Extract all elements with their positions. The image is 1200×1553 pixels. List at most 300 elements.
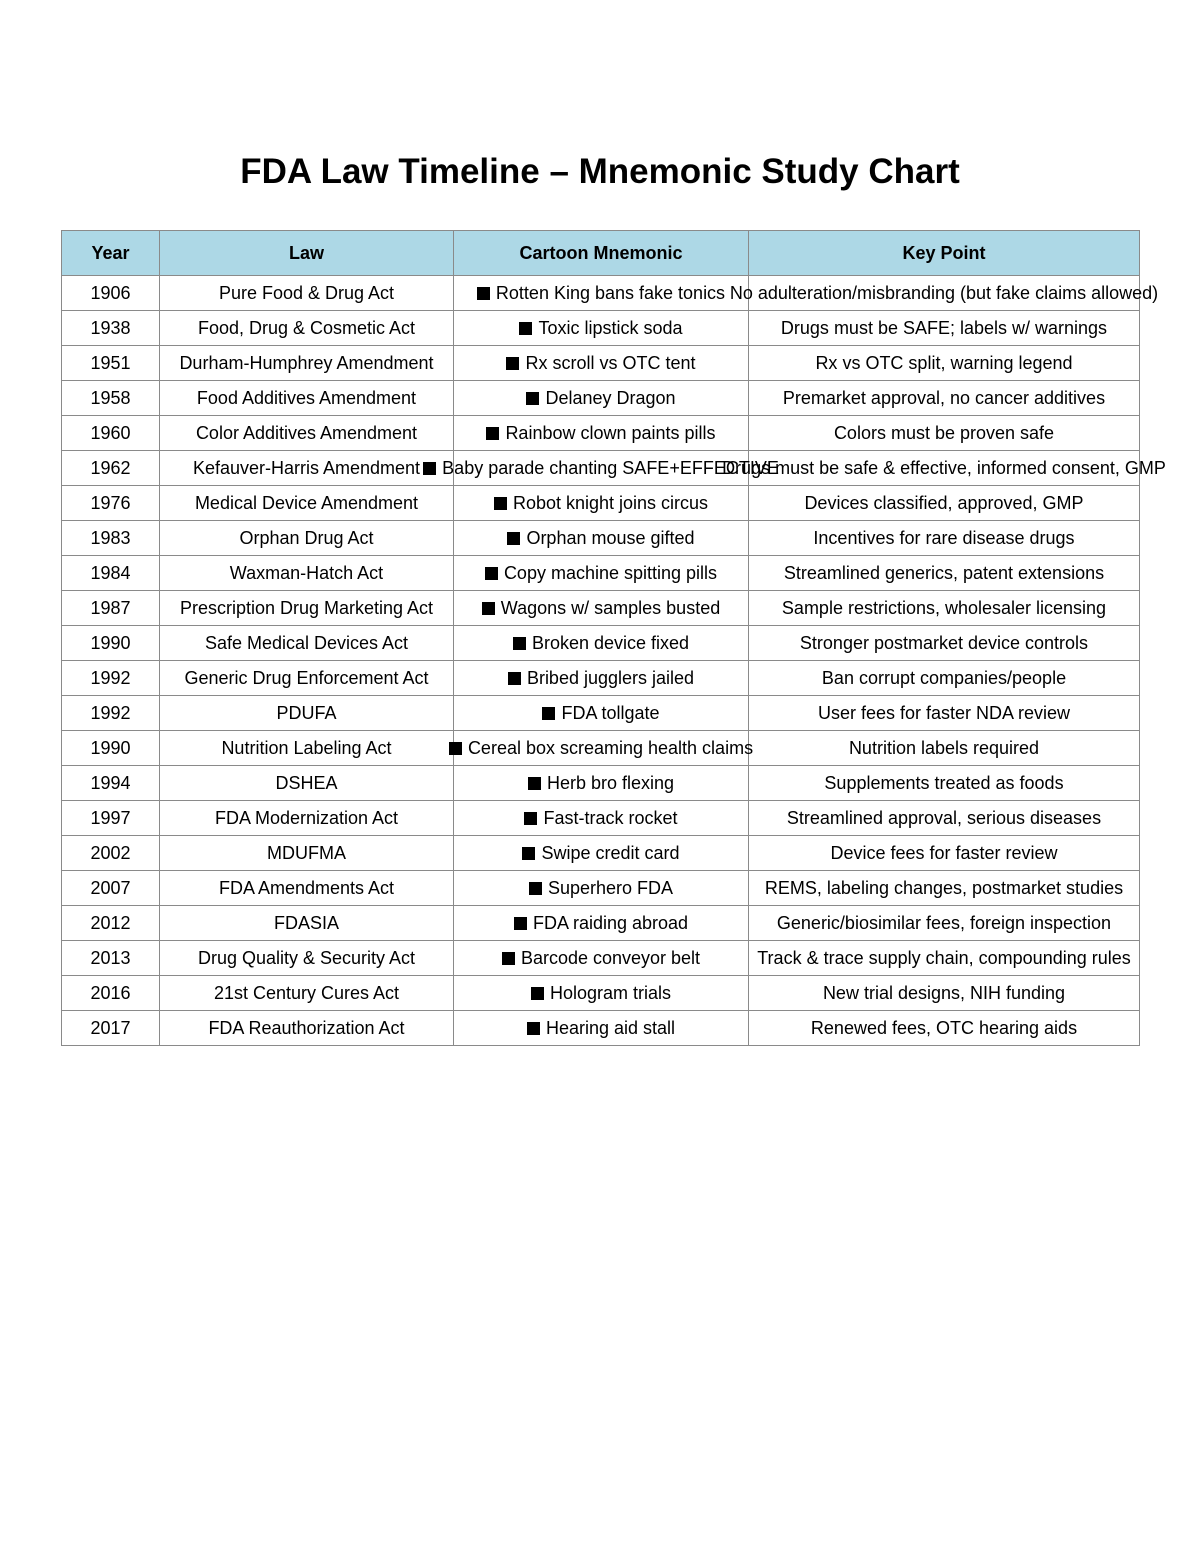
law-cell (160, 766, 454, 801)
key-point-wrap (749, 703, 1139, 724)
black-square-icon (527, 1022, 540, 1035)
mnemonic-wrap (454, 808, 748, 829)
key-point-text: Drugs must be SAFE; labels w/ warnings (780, 317, 1108, 338)
year-cell (62, 696, 160, 731)
mnemonic-text (502, 948, 700, 969)
year-cell (62, 381, 160, 416)
table-row (62, 696, 1140, 731)
year-wrap (62, 773, 159, 794)
mnemonic-text (519, 318, 682, 339)
table-row (62, 416, 1140, 451)
key-point-wrap (749, 878, 1139, 899)
table-row (62, 521, 1140, 556)
mnemonic-label: Rainbow clown paints pills (505, 422, 716, 443)
mnemonic-wrap (454, 737, 754, 759)
mnemonic-cell (454, 976, 749, 1011)
mnemonic-label: Wagons w/ samples busted (500, 597, 721, 618)
law-text: Drug Quality & Security Act (197, 947, 416, 968)
mnemonic-wrap (454, 493, 748, 514)
year-text: 1958 (90, 387, 131, 408)
mnemonic-text (494, 493, 708, 514)
year-wrap (62, 633, 159, 654)
law-wrap (160, 773, 453, 794)
table-row (62, 346, 1140, 381)
mnemonic-text (508, 668, 694, 689)
year-wrap (62, 283, 159, 304)
law-cell (160, 661, 454, 696)
mnemonic-cell (454, 731, 754, 766)
key-point-cell (749, 801, 1140, 836)
key-point-text: Streamlined approval, serious diseases (786, 807, 1102, 828)
law-wrap (160, 633, 453, 654)
table-row (62, 801, 1140, 836)
table-row (62, 276, 1140, 311)
key-point-cell (749, 976, 1140, 1011)
year-wrap (62, 423, 159, 444)
key-point-cell (749, 836, 1140, 871)
key-point-cell (729, 276, 1159, 311)
year-cell (62, 906, 160, 941)
year-cell (62, 591, 160, 626)
key-point-wrap (729, 282, 1159, 304)
key-point-cell (749, 626, 1140, 661)
law-text: Generic Drug Enforcement Act (184, 667, 429, 688)
year-text: 1938 (90, 317, 131, 338)
key-point-cell (749, 591, 1140, 626)
year-wrap (62, 703, 159, 724)
law-cell (160, 346, 454, 381)
mnemonic-cell (454, 346, 749, 381)
key-point-text: REMS, labeling changes, postmarket studies (764, 877, 1124, 898)
mnemonic-text (542, 703, 659, 724)
key-point-wrap (749, 388, 1139, 409)
mnemonic-text (514, 913, 688, 934)
mnemonic-text (513, 633, 689, 654)
mnemonic-text (522, 843, 679, 864)
law-text: Safe Medical Devices Act (204, 632, 409, 653)
year-wrap (62, 318, 159, 339)
year-cell (62, 486, 160, 521)
law-text: MDUFMA (267, 842, 346, 863)
key-point-cell (749, 766, 1140, 801)
year-cell (62, 311, 160, 346)
key-point-wrap (749, 773, 1139, 794)
year-cell (62, 941, 160, 976)
law-text: FDA Amendments Act (218, 877, 395, 898)
mnemonic-cell (454, 521, 749, 556)
mnemonic-cell (454, 381, 749, 416)
mnemonic-text (524, 808, 677, 829)
key-point-wrap (749, 563, 1139, 584)
year-text: 2007 (90, 877, 131, 898)
key-point-cell (749, 311, 1140, 346)
key-point-text: Ban corrupt companies/people (821, 667, 1067, 688)
law-wrap (160, 948, 453, 969)
law-text: FDA Reauthorization Act (208, 1017, 405, 1038)
year-text: 1984 (90, 562, 131, 583)
mnemonic-label: Swipe credit card (541, 842, 680, 863)
black-square-icon (494, 497, 507, 510)
black-square-icon (526, 392, 539, 405)
key-point-text: Sample restrictions, wholesaler licensing (781, 597, 1107, 618)
black-square-icon (507, 532, 520, 545)
law-cell (160, 311, 454, 346)
table-row (62, 941, 1140, 976)
law-text: FDASIA (273, 912, 339, 933)
key-point-text: Premarket approval, no cancer additives (782, 387, 1106, 408)
mnemonic-cell (454, 416, 749, 451)
key-point-wrap (749, 843, 1139, 864)
law-cell (160, 731, 454, 766)
law-cell (160, 906, 454, 941)
mnemonic-cell (454, 801, 749, 836)
mnemonic-wrap (454, 318, 748, 339)
year-wrap (62, 1018, 159, 1039)
year-cell (62, 451, 160, 486)
law-wrap (160, 983, 453, 1004)
table-row (62, 661, 1140, 696)
mnemonic-text (531, 983, 671, 1004)
table-row (62, 731, 1140, 766)
law-wrap (160, 1018, 453, 1039)
black-square-icon (528, 777, 541, 790)
year-cell (62, 836, 160, 871)
key-point-cell (749, 486, 1140, 521)
key-point-wrap (749, 738, 1139, 759)
law-wrap (160, 598, 453, 619)
page-title: FDA Law Timeline – Mnemonic Study Chart (240, 152, 960, 191)
black-square-icon (514, 917, 527, 930)
law-wrap (160, 388, 453, 409)
mnemonic-wrap (454, 528, 748, 549)
year-cell (62, 556, 160, 591)
mnemonic-cell (454, 941, 749, 976)
mnemonic-cell (454, 276, 749, 311)
mnemonic-wrap (454, 1018, 748, 1039)
mnemonic-text (486, 423, 715, 444)
year-text: 1987 (90, 597, 131, 618)
mnemonic-label: Bribed jugglers jailed (526, 667, 695, 688)
mnemonic-text (482, 598, 720, 619)
key-point-cell (749, 416, 1140, 451)
mnemonic-label: Fast-track rocket (543, 807, 678, 828)
mnemonic-cell (454, 556, 749, 591)
key-point-text: User fees for faster NDA review (817, 702, 1071, 723)
key-point-wrap (749, 668, 1139, 689)
key-point-cell (749, 941, 1140, 976)
key-point-text: Stronger postmarket device controls (799, 632, 1089, 653)
law-wrap (160, 913, 453, 934)
year-cell (62, 976, 160, 1011)
mnemonic-text (526, 388, 675, 409)
black-square-icon (486, 427, 499, 440)
key-point-wrap (749, 808, 1139, 829)
mnemonic-cell (454, 871, 749, 906)
table-row (62, 1011, 1140, 1046)
law-text: Nutrition Labeling Act (221, 737, 392, 758)
key-point-wrap (749, 528, 1139, 549)
key-point-wrap (749, 318, 1139, 339)
key-point-cell (749, 381, 1140, 416)
mnemonic-cell (454, 626, 749, 661)
law-text: Food, Drug & Cosmetic Act (197, 317, 416, 338)
law-wrap (160, 283, 453, 304)
law-cell (160, 451, 454, 486)
column-header-year: Year (62, 231, 160, 276)
key-point-wrap (749, 423, 1139, 444)
key-point-text: Streamlined generics, patent extensions (783, 562, 1105, 583)
law-text: Orphan Drug Act (239, 527, 374, 548)
table-body (62, 276, 1166, 1046)
black-square-icon (508, 672, 521, 685)
law-cell (160, 276, 454, 311)
column-header-law: Law (160, 231, 454, 276)
law-cell (160, 521, 454, 556)
table-row (62, 556, 1140, 591)
mnemonic-text (527, 1018, 675, 1039)
year-cell (62, 521, 160, 556)
law-text: Durham-Humphrey Amendment (179, 352, 434, 373)
mnemonic-wrap (454, 703, 748, 724)
year-wrap (62, 598, 159, 619)
year-wrap (62, 843, 159, 864)
black-square-icon (542, 707, 555, 720)
table-row (62, 311, 1140, 346)
law-wrap (160, 458, 453, 479)
year-wrap (62, 948, 159, 969)
table-row (62, 836, 1140, 871)
mnemonic-wrap (454, 283, 748, 304)
year-cell (62, 731, 160, 766)
law-wrap (160, 738, 453, 759)
year-cell (62, 626, 160, 661)
mnemonic-wrap (454, 913, 748, 934)
key-point-text: Colors must be proven safe (833, 422, 1055, 443)
mnemonic-label: Superhero FDA (547, 877, 674, 898)
year-cell (62, 801, 160, 836)
mnemonic-text (477, 283, 725, 304)
year-wrap (62, 808, 159, 829)
mnemonic-wrap (454, 563, 748, 584)
table-row (62, 906, 1140, 941)
law-wrap (160, 563, 453, 584)
key-point-cell (749, 346, 1140, 381)
mnemonic-label: Copy machine spitting pills (503, 562, 718, 583)
law-cell (160, 486, 454, 521)
law-wrap (160, 808, 453, 829)
mnemonic-wrap (454, 878, 748, 899)
black-square-icon (522, 847, 535, 860)
law-text: FDA Modernization Act (214, 807, 399, 828)
mnemonic-text (485, 563, 717, 584)
mnemonic-cell (454, 696, 749, 731)
law-text: Waxman-Hatch Act (229, 562, 384, 583)
year-text: 1990 (90, 737, 131, 758)
key-point-text: Track & trace supply chain, compounding rules (757, 947, 1131, 968)
mnemonic-wrap (454, 843, 748, 864)
key-point-wrap (749, 353, 1139, 374)
mnemonic-wrap (454, 773, 748, 794)
mnemonic-label: Robot knight joins circus (512, 492, 709, 513)
year-text: 1997 (90, 807, 131, 828)
law-cell (160, 381, 454, 416)
law-cell (160, 556, 454, 591)
key-point-text: Devices classified, approved, GMP (804, 492, 1084, 513)
year-text: 1960 (90, 422, 131, 443)
year-cell (62, 276, 160, 311)
year-text: 2012 (90, 912, 131, 933)
mnemonic-label: Orphan mouse gifted (526, 527, 695, 548)
column-header-mnemonic: Cartoon Mnemonic (454, 231, 749, 276)
year-cell (62, 416, 160, 451)
key-point-cell (749, 661, 1140, 696)
law-text: Prescription Drug Marketing Act (179, 597, 434, 618)
key-point-text: Generic/biosimilar fees, foreign inspection (776, 912, 1112, 933)
year-wrap (62, 493, 159, 514)
key-point-wrap (749, 983, 1139, 1004)
key-point-text: Incentives for rare disease drugs (813, 527, 1075, 548)
year-text: 1906 (90, 282, 131, 303)
law-cell (160, 976, 454, 1011)
mnemonic-text (449, 738, 753, 759)
black-square-icon (449, 742, 462, 755)
year-text: 1951 (90, 352, 131, 373)
key-point-cell (749, 906, 1140, 941)
key-point-text: New trial designs, NIH funding (822, 982, 1066, 1003)
key-point-cell (749, 556, 1140, 591)
key-point-text: Nutrition labels required (848, 737, 1040, 758)
key-point-text: Rx vs OTC split, warning legend (815, 352, 1073, 373)
mnemonic-text (507, 528, 694, 549)
mnemonic-wrap (442, 457, 779, 479)
key-point-wrap (749, 948, 1139, 969)
mnemonic-label: Hearing aid stall (545, 1017, 676, 1038)
key-point-cell (749, 696, 1140, 731)
mnemonic-text (529, 878, 673, 899)
mnemonic-cell (454, 311, 749, 346)
law-cell (160, 696, 454, 731)
key-point-text: Renewed fees, OTC hearing aids (810, 1017, 1078, 1038)
mnemonic-label: Cereal box screaming health claims (467, 737, 754, 758)
law-text: DSHEA (275, 772, 338, 793)
year-text: 1994 (90, 772, 131, 793)
table-row (62, 871, 1140, 906)
key-point-cell (749, 731, 1140, 766)
year-cell (62, 661, 160, 696)
year-text: 2013 (90, 947, 131, 968)
black-square-icon (524, 812, 537, 825)
mnemonic-label: Broken device fixed (531, 632, 690, 653)
mnemonic-cell (454, 766, 749, 801)
year-text: 1976 (90, 492, 131, 513)
law-text: Pure Food & Drug Act (218, 282, 395, 303)
year-text: 1992 (90, 667, 131, 688)
law-text: Medical Device Amendment (194, 492, 419, 513)
law-cell (160, 416, 454, 451)
mnemonic-label: FDA raiding abroad (532, 912, 689, 933)
mnemonic-label: Toxic lipstick soda (538, 317, 683, 338)
year-text: 1992 (90, 702, 131, 723)
mnemonic-wrap (454, 353, 748, 374)
mnemonic-cell (454, 591, 749, 626)
mnemonic-label: Barcode conveyor belt (520, 947, 701, 968)
year-wrap (62, 913, 159, 934)
black-square-icon (423, 462, 436, 475)
year-text: 1990 (90, 632, 131, 653)
law-cell (160, 941, 454, 976)
mnemonic-text (506, 353, 695, 374)
law-wrap (160, 878, 453, 899)
law-text: 21st Century Cures Act (213, 982, 400, 1003)
law-wrap (160, 843, 453, 864)
law-wrap (160, 668, 453, 689)
year-cell (62, 766, 160, 801)
law-wrap (160, 353, 453, 374)
key-point-cell (749, 1011, 1140, 1046)
key-point-text: Supplements treated as foods (824, 772, 1064, 793)
law-cell (160, 626, 454, 661)
table-row (62, 451, 1140, 486)
key-point-text: Drugs must be safe & effective, informed consent, GMP (722, 457, 1166, 478)
key-point-text: No adulteration/misbranding (but fake claims allowed) (729, 282, 1159, 303)
black-square-icon (477, 287, 490, 300)
column-header-key-point: Key Point (749, 231, 1140, 276)
year-text: 1983 (90, 527, 131, 548)
mnemonic-cell (454, 1011, 749, 1046)
law-wrap (160, 423, 453, 444)
year-wrap (62, 388, 159, 409)
law-text: PDUFA (276, 702, 337, 723)
law-cell (160, 836, 454, 871)
mnemonic-wrap (454, 598, 748, 619)
key-point-cell (722, 451, 1166, 486)
mnemonic-cell (454, 661, 749, 696)
year-text: 2016 (90, 982, 131, 1003)
year-wrap (62, 528, 159, 549)
black-square-icon (513, 637, 526, 650)
black-square-icon (531, 987, 544, 1000)
law-text: Color Additives Amendment (195, 422, 418, 443)
black-square-icon (482, 602, 495, 615)
year-wrap (62, 878, 159, 899)
key-point-text: Device fees for faster review (830, 842, 1058, 863)
year-wrap (62, 353, 159, 374)
mnemonic-label: Rotten King bans fake tonics (495, 282, 726, 303)
key-point-wrap (749, 598, 1139, 619)
header-row (62, 231, 1140, 276)
mnemonic-wrap (454, 668, 748, 689)
key-point-wrap (749, 1018, 1139, 1039)
mnemonic-label: Herb bro flexing (546, 772, 675, 793)
mnemonic-cell (454, 486, 749, 521)
mnemonic-cell (454, 836, 749, 871)
mnemonic-text (528, 773, 674, 794)
key-point-cell (749, 871, 1140, 906)
year-wrap (62, 668, 159, 689)
mnemonic-wrap (454, 388, 748, 409)
mnemonic-wrap (454, 423, 748, 444)
black-square-icon (502, 952, 515, 965)
black-square-icon (529, 882, 542, 895)
timeline-table (61, 230, 1166, 1046)
law-cell (160, 1011, 454, 1046)
mnemonic-cell (454, 906, 749, 941)
black-square-icon (519, 322, 532, 335)
year-wrap (62, 738, 159, 759)
mnemonic-wrap (454, 948, 748, 969)
key-point-cell (749, 521, 1140, 556)
law-cell (160, 871, 454, 906)
